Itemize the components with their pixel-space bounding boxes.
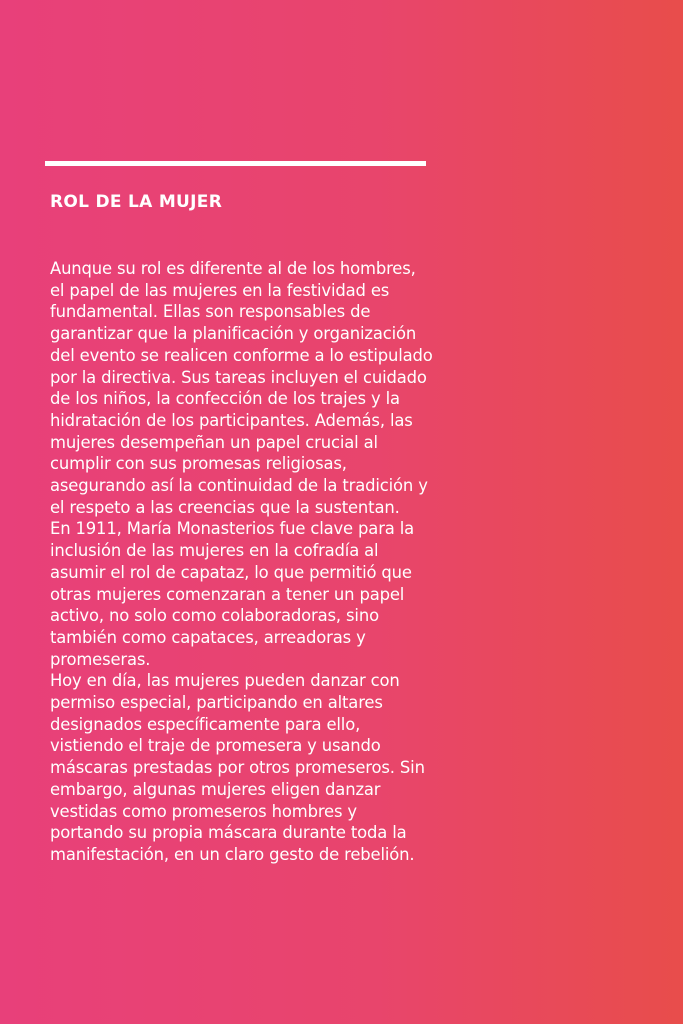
header-divider — [45, 161, 426, 166]
paragraph: En 1911, María Monasterios fue clave para la inclusión de las mujeres en la cofradía al asumir el rol de capataz, lo que permitió que otras mujeres comenzaran a tener un papel activo, no solo como colaboradoras, sino también como capataces, arreadoras y promeseras. — [50, 519, 415, 669]
section-body — [50, 258, 435, 866]
section-title: ROL DE LA MUJER — [50, 192, 223, 212]
paragraph: Hoy en día, las mujeres pueden danzar con permiso especial, participando en altares designados específicamente para ello, vistiendo el traje de promesera y usando máscaras prestadas por otros promeseros. Sin embargo, algunas mujeres eligen danzar vestidas como promeseros hombres y portando su propia máscara durante toda la manifestación, en un claro gesto de rebelión. — [50, 671, 425, 864]
paragraph: Aunque su rol es diferente al de los hombres, el papel de las mujeres en la festividad es fundamental. Ellas son responsables de garantizar que la planificación y organización del evento se realicen conforme a lo estipulado por la directiva. Sus tareas incluyen el cuidado de los niños, la confección de los trajes y la hidratación de los participantes. Además, las mujeres desempeñan un papel crucial al cumplir con sus promesas religiosas, asegurando así la continuidad de la tradición y el respeto a las creencias que la sustentan. — [50, 259, 433, 517]
